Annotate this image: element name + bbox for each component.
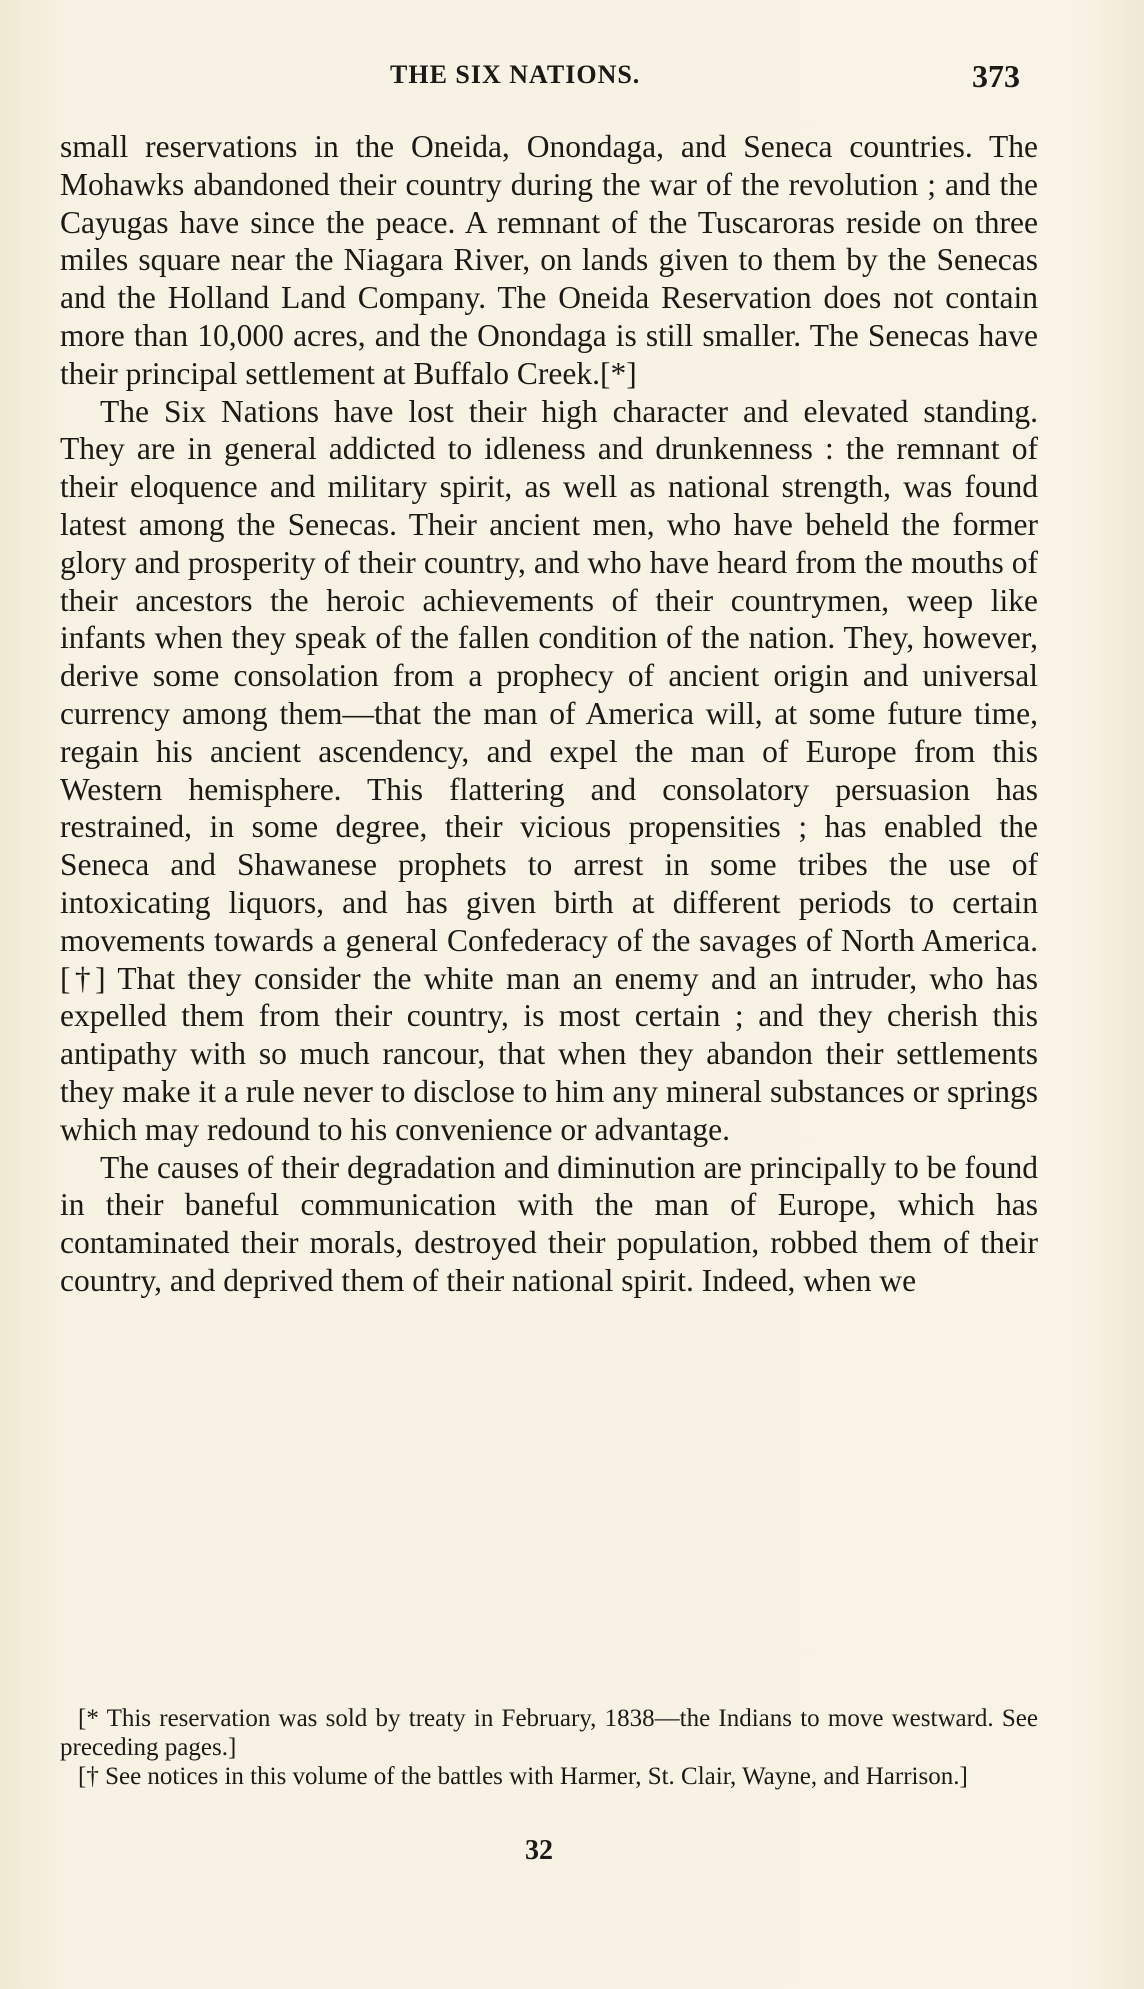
paragraph-2: The Six Nations have lost their high character and elevated standing. They are in general addicted to idleness and drunkenness : the remnant of their eloquence and military spirit, as well as national strength, was found latest among the Senecas. Their ancient men, who have beheld the former glory and prosperity of their country, and who have heard from the mouths of their ancestors the heroic achievements of their countrymen, weep like infants when they speak of the fallen condition of the nation. They, however, derive some consolation from a prophecy of ancient origin and universal currency among them—that the man of America will, at some future time, regain his ancient ascendency, and expel the man of Europe from this Western hemisphere. This flattering and consolatory persuasion has restrained, in some degree, their vicious propensities ; has enabled the Seneca and Shawanese prophets to arrest in some tribes the use of intoxicating liquors, and has given birth at different periods to certain movements towards a general Confederacy of the savages of North America.[†] That they consider the white man an enemy and an intruder, who has expelled them from their country, is most certain ; and they cherish this antipathy with so much rancour, that when they abandon their settlements they make it a rule never to disclose to him any mineral substances or springs which may redound to his convenience or advantage. (60, 393, 1038, 1147)
paragraph-3: The causes of their degradation and diminution are principally to be found in their baneful communication with the man of Europe, which has contaminated their morals, destroyed their population, robbed them of their country, and deprived them of their national spirit. Indeed, when we (60, 1149, 1038, 1298)
running-title: THE SIX NATIONS. (390, 60, 641, 89)
footnotes (60, 1704, 1038, 1791)
footnote-1: [* This reservation was sold by treaty in February, 1838—the Indians to move westward. See preceding pages.] (60, 1705, 1038, 1761)
main-text (60, 128, 1038, 1300)
signature-mark: 32 (525, 1835, 553, 1866)
page-header (60, 58, 1020, 98)
footnote-2: [† See notices in this volume of the battles with Harmer, St. Clair, Wayne, and Harrison.] (78, 1763, 968, 1790)
page-number: 373 (972, 58, 1020, 94)
paragraph-1: small reservations in the Oneida, Onondaga, and Seneca countries. The Mohawks abandoned their country during the war of the revolution ; and the Cayugas have since the peace. A remnant of the Tuscaroras reside on three miles square near the Niagara River, on lands given to them by the Senecas and the Holland Land Company. The Oneida Reservation does not contain more than 10,000 acres, and the Onondaga is still smaller. The Senecas have their principal settlement at Buffalo Creek.[*] (60, 129, 1038, 391)
